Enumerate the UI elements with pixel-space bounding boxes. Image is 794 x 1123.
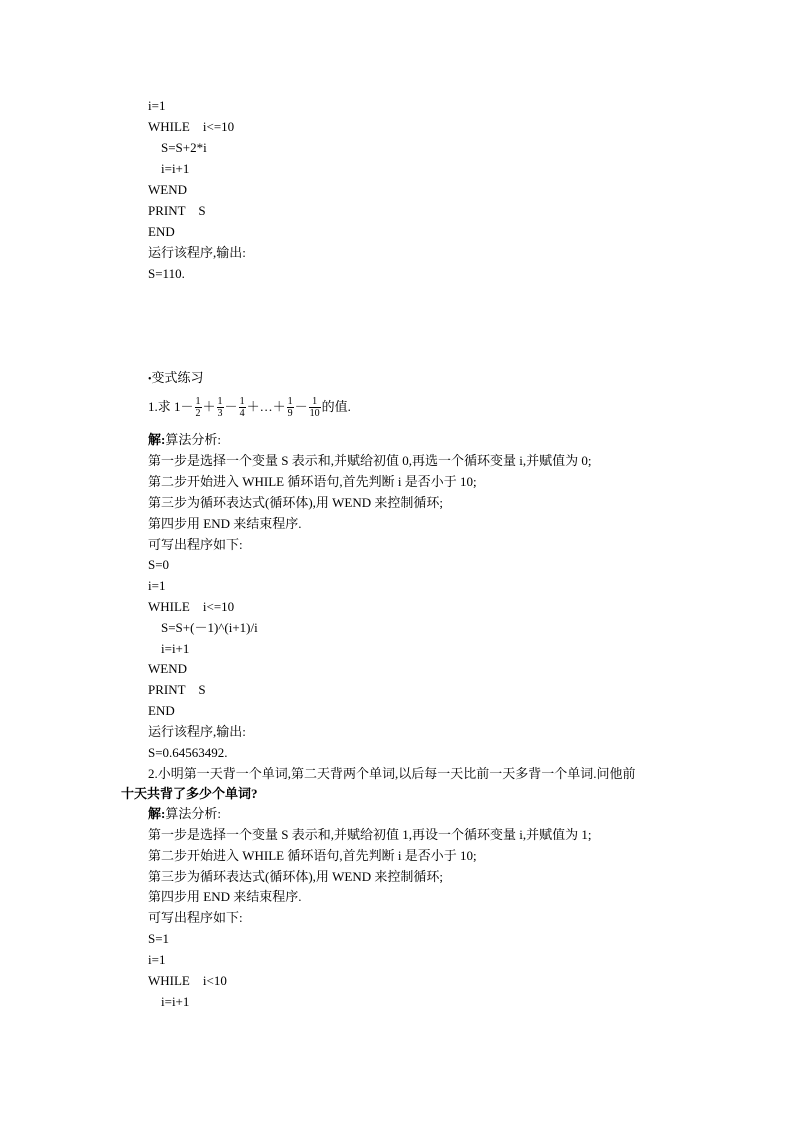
question-2-line1: 2.小明第一天背一个单词,第二天背两个单词,以后每一天比前一天多背一个单词.问他前: [148, 766, 636, 781]
code-line: WHILE i<10: [148, 973, 227, 988]
code-line: WHILE i<=10: [148, 119, 235, 134]
code-line: i=1: [148, 952, 166, 967]
code-line: S=S+2*i: [161, 140, 207, 155]
code-line: END: [148, 224, 175, 239]
code-line: i=i+1: [161, 161, 190, 176]
code-line: S=1: [148, 931, 170, 946]
fraction: $\frac{1}{3}$: [217, 395, 223, 419]
fraction: $\frac{1}{4}$: [239, 395, 245, 419]
code-line: END: [148, 703, 175, 718]
solution-heading: 解:算法分析:: [148, 432, 221, 447]
solution-step: 第四步用 END 来结束程序.: [148, 889, 302, 904]
solution-step: 第四步用 END 来结束程序.: [148, 516, 302, 531]
code-line: S=0: [148, 557, 170, 572]
code-line: PRINT S: [148, 682, 206, 697]
section-title: [148, 370, 204, 388]
code-line: PRINT S: [148, 203, 206, 218]
question-1: 1.求 1－ $\frac{1}{2}$ ＋ $\frac{1}{3}$ － $\frac{1}{4}$ ＋…＋ $\frac{1}{9}$ － $\frac{1}{10}$ 的值.: [148, 395, 351, 419]
fraction: $\frac{1}{9}$: [287, 395, 293, 419]
fraction: $\frac{1}{2}$: [195, 395, 201, 419]
question-2-line2: 十天共背了多少个单词?: [121, 786, 258, 801]
fraction: $\frac{1}{10}$: [309, 395, 320, 419]
code-line: i=1: [148, 578, 166, 593]
solution-step: 第三步为循环表达式(循环体),用 WEND 来控制循环;: [148, 869, 444, 884]
output-label: 运行该程序,输出:: [148, 245, 246, 260]
solution-step: 第三步为循环表达式(循环体),用 WEND 来控制循环;: [148, 495, 444, 510]
section-title-text: 变式练习: [151, 370, 204, 385]
output-label: 运行该程序,输出:: [148, 724, 246, 739]
code-line: WHILE i<=10: [148, 599, 235, 614]
solution-write: 可写出程序如下:: [148, 910, 243, 925]
solution-step: 第二步开始进入 WHILE 循环语句,首先判断 i 是否小于 10;: [148, 848, 477, 863]
code-line: WEND: [148, 182, 187, 197]
code-line: i=1: [148, 98, 166, 113]
code-line: S=S+(－1)^(i+1)/i: [161, 620, 258, 635]
solution-step: 第一步是选择一个变量 S 表示和,并赋给初值 0,再选一个循环变量 i,并赋值为 0;: [148, 453, 592, 468]
solution-write: 可写出程序如下:: [148, 537, 243, 552]
output-value: S=0.64563492.: [148, 745, 228, 760]
output-value: S=110.: [148, 266, 185, 281]
code-line: i=i+1: [161, 994, 190, 1009]
bullet-icon: •: [148, 374, 152, 385]
solution-step: 第二步开始进入 WHILE 循环语句,首先判断 i 是否小于 10;: [148, 474, 477, 489]
solution-heading: 解:算法分析:: [148, 806, 221, 821]
code-line: i=i+1: [161, 641, 190, 656]
code-line: WEND: [148, 661, 187, 676]
solution-step: 第一步是选择一个变量 S 表示和,并赋给初值 1,再设一个循环变量 i,并赋值为 1;: [148, 827, 592, 842]
